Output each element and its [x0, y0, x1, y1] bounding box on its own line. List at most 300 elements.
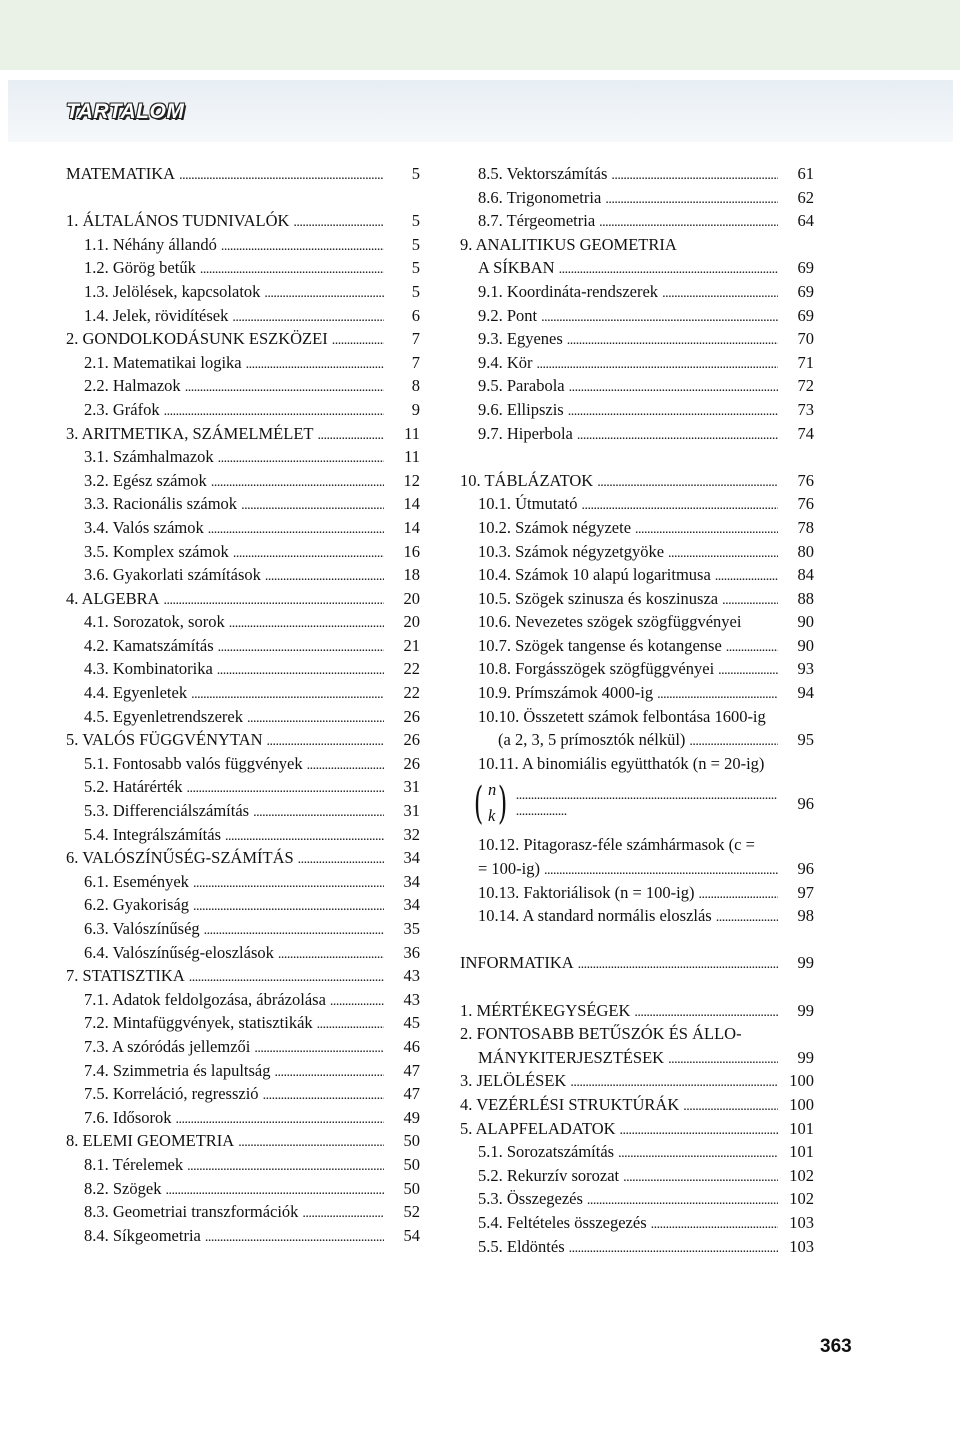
toc-page-number: 26	[403, 706, 420, 726]
toc-entry-title: 10.4. Számok 10 alapú logaritmusa	[478, 565, 711, 585]
dot-leader	[293, 211, 384, 235]
dot-leader	[689, 730, 778, 754]
toc-entry-title: 5.3. Összegezés	[478, 1189, 583, 1209]
toc-entry[interactable]	[66, 304, 420, 328]
toc-page-number: 5	[411, 164, 420, 183]
dot-leader	[200, 258, 384, 282]
toc-entry-title: 6.1. Események	[84, 871, 189, 891]
toc-page-number: 96	[797, 859, 814, 879]
dot-leader	[330, 990, 384, 1014]
toc-entry-title: 5.3. Differenciálszámítás	[84, 801, 250, 821]
toc-page-number: 18	[403, 565, 420, 585]
dot-leader	[187, 1155, 384, 1179]
dot-leader	[541, 306, 778, 330]
toc-entry-title: 4.1. Sorozatok, sorok	[84, 612, 225, 632]
toc-entry-title: 10.12. Pitagorasz-féle számhármasok (c =	[478, 835, 755, 855]
toc-entry[interactable]	[460, 610, 814, 634]
toc-entry[interactable]	[66, 775, 420, 799]
dot-leader	[185, 376, 384, 400]
toc-entry[interactable]	[66, 327, 420, 351]
dot-leader	[233, 542, 384, 566]
toc-entry-title: 10.6. Nevezetes szögek szögfüggvényei	[478, 612, 742, 632]
toc-section-heading[interactable]	[66, 162, 420, 186]
toc-page-number: 61	[797, 164, 814, 183]
toc-entry-title: 5.5. Eldöntés	[478, 1236, 565, 1256]
dot-leader	[587, 1189, 778, 1213]
dot-leader	[662, 282, 778, 306]
toc-entry[interactable]	[460, 422, 814, 446]
toc-entry-title: 10.14. A standard normális eloszlás	[478, 906, 712, 926]
dot-leader	[722, 589, 778, 613]
toc-entry-title: 9.7. Hiperbola	[478, 423, 573, 443]
toc-entry[interactable]	[66, 1177, 420, 1201]
toc-page-number: 35	[403, 919, 420, 938]
toc-entry[interactable]	[460, 1093, 814, 1117]
binomial-bottom: k	[488, 806, 496, 826]
dot-leader	[651, 1213, 778, 1237]
toc-page-number: 69	[797, 305, 814, 325]
toc-entry-title: 5.4. Feltételes összegezés	[478, 1212, 647, 1232]
toc-entry[interactable]	[66, 587, 420, 611]
toc-entry-title: 9.5. Parabola	[478, 376, 565, 396]
toc-entry-title: 9. ANALITIKUS GEOMETRIA	[460, 234, 677, 254]
toc-entry-title: 3.3. Racionális számok	[84, 494, 238, 514]
toc-entry-title: 9.6. Ellipszis	[478, 399, 564, 419]
toc-page-number: 20	[403, 588, 420, 608]
dot-leader	[578, 953, 778, 977]
toc-entry-title: 10.10. Összetett számok felbontása 1600-ig	[478, 706, 766, 726]
dot-leader	[189, 966, 384, 990]
toc-page-number: 22	[403, 659, 420, 679]
toc-entry[interactable]	[66, 563, 420, 587]
page-title: TARTALOM	[66, 100, 185, 123]
dot-leader	[307, 754, 384, 778]
toc-entry-title: 9.4. Kör	[478, 352, 533, 372]
toc-entry-title: 3.1. Számhalmazok	[84, 447, 214, 467]
toc-entry-title: 10.5. Szögek szinusza és koszinusza	[478, 588, 719, 608]
dot-leader	[298, 848, 384, 872]
dot-leader	[537, 353, 778, 377]
dot-leader	[544, 859, 778, 883]
toc-page-number: 101	[789, 1142, 814, 1162]
toc-page-number: 31	[403, 777, 420, 797]
dot-leader	[263, 1084, 384, 1108]
toc-entry[interactable]	[460, 1164, 814, 1188]
toc-entry[interactable]	[460, 351, 814, 375]
toc-entry-title: 10.2. Számok négyzete	[478, 517, 632, 537]
toc-page-number: 11	[404, 447, 420, 467]
toc-page-number: 43	[403, 989, 420, 1009]
toc-entry[interactable]	[66, 256, 420, 280]
toc-page-number: 94	[797, 683, 814, 703]
toc-entry-title: 7. STATISZTIKA	[66, 966, 185, 986]
toc-entry-title: 1.3. Jelölések, kapcsolatok	[84, 281, 261, 301]
toc-entry[interactable]	[460, 233, 814, 257]
toc-entry[interactable]	[66, 634, 420, 658]
toc-entry[interactable]	[460, 1022, 814, 1046]
toc-entry[interactable]	[66, 988, 420, 1012]
toc-page-number: 32	[403, 824, 420, 844]
toc-entry-title: 7.1. Adatok feldolgozása, ábrázolása	[84, 989, 326, 1009]
toc-entry-title: 8. ELEMI GEOMETRIA	[66, 1131, 235, 1151]
toc-page-number: 47	[403, 1060, 420, 1080]
toc-entry[interactable]	[66, 445, 420, 469]
toc-page-number: 69	[797, 281, 814, 301]
toc-entry[interactable]	[460, 209, 814, 233]
toc-page-number: 7	[411, 329, 420, 349]
toc-entry-title: 1.2. Görög betűk	[84, 258, 196, 278]
toc-page-number: 69	[797, 258, 814, 278]
toc-entry-title: 2. FONTOSABB BETŰSZÓK ÉS ÁLLO-	[460, 1024, 742, 1044]
toc-entry[interactable]	[66, 351, 420, 375]
toc-entry[interactable]	[66, 540, 420, 564]
toc-entry[interactable]	[460, 752, 814, 776]
toc-page-number: 34	[403, 871, 420, 891]
dot-leader	[253, 801, 384, 825]
toc-page-number: 100	[789, 1071, 814, 1091]
toc-entry[interactable]	[66, 728, 420, 752]
toc-entry[interactable]	[66, 657, 420, 681]
toc-entry-title: 3. JELÖLÉSEK	[460, 1071, 567, 1091]
toc-page-number: 31	[403, 801, 420, 821]
toc-page-number: 7	[411, 352, 420, 372]
toc-entry[interactable]	[460, 516, 814, 540]
dot-leader	[668, 1048, 778, 1072]
dot-leader	[569, 376, 778, 400]
dot-leader	[193, 872, 384, 896]
dot-leader	[265, 565, 384, 589]
toc-entry[interactable]	[460, 469, 814, 493]
toc-entry[interactable]	[66, 422, 420, 446]
dot-leader	[683, 1095, 778, 1119]
toc-entry-title: 4. VEZÉRLÉSI STRUKTÚRÁK	[460, 1094, 680, 1114]
dot-leader	[317, 424, 384, 448]
toc-entry-title: 8.7. Térgeometria	[478, 211, 596, 231]
toc-entry[interactable]	[66, 964, 420, 988]
toc-page-number: 50	[403, 1131, 420, 1151]
toc-entry-title: = 100-ig)	[478, 859, 541, 879]
dot-leader	[635, 518, 778, 542]
toc-entry[interactable]	[460, 1046, 814, 1070]
toc-page-number: 6	[411, 305, 420, 325]
toc-page-number: 72	[797, 376, 814, 396]
toc-page-number: 84	[797, 565, 814, 585]
toc-entry-title: 2.1. Matematikai logika	[84, 352, 242, 372]
toc-entry-title: 8.1. Térelemek	[84, 1154, 184, 1174]
dot-leader	[657, 683, 778, 707]
toc-entry[interactable]	[460, 857, 814, 881]
dot-leader	[208, 518, 384, 542]
toc-entry-title: 3.5. Komplex számok	[84, 541, 229, 561]
toc-section-heading[interactable]	[460, 951, 814, 975]
toc-entry[interactable]	[66, 1224, 420, 1248]
toc-entry[interactable]	[460, 1117, 814, 1141]
toc-entry-title: 4. ALGEBRA	[66, 588, 160, 608]
toc-entry[interactable]	[460, 904, 814, 928]
toc-page-number: 11	[404, 423, 420, 443]
toc-entry-title: 8.5. Vektorszámítás	[478, 164, 608, 183]
toc-entry[interactable]	[460, 587, 814, 611]
dot-leader	[193, 895, 384, 919]
toc-entry[interactable]	[66, 705, 420, 729]
toc-entry[interactable]	[66, 280, 420, 304]
dot-leader	[267, 730, 384, 754]
dot-leader	[218, 636, 384, 660]
toc-page-number: 99	[797, 1047, 814, 1067]
dot-leader	[254, 1037, 384, 1061]
toc-entry-title: MÁNYKITERJESZTÉSEK	[478, 1047, 665, 1067]
dot-leader	[221, 235, 384, 259]
toc-entry-title: 6. VALÓSZÍNŰSÉG-SZÁMÍTÁS	[66, 848, 294, 868]
dot-leader	[164, 589, 384, 613]
toc-entry[interactable]	[66, 1011, 420, 1035]
toc-page-number: 100	[789, 1094, 814, 1114]
dot-leader	[577, 424, 778, 448]
dot-leader	[241, 494, 384, 518]
toc-page-number: 102	[789, 1165, 814, 1185]
toc-page-number: 8	[411, 376, 420, 396]
toc-entry-title: 9.2. Pont	[478, 305, 538, 325]
toc-page-number: 46	[403, 1036, 420, 1056]
toc-page-number: 103	[789, 1212, 814, 1232]
toc-entry-title: 7.4. Szimmetria és lapultság	[84, 1060, 271, 1080]
toc-entry[interactable]	[66, 846, 420, 870]
toc-page-number: 99	[797, 953, 814, 973]
toc-entry[interactable]	[460, 374, 814, 398]
toc-page-number: 93	[797, 659, 814, 679]
toc-left-column	[66, 162, 420, 1247]
dot-leader	[211, 471, 384, 495]
dot-leader	[597, 471, 778, 495]
toc-page-number: 22	[403, 683, 420, 703]
toc-page-number: 74	[797, 423, 814, 443]
toc-entry-binomial	[460, 775, 814, 833]
toc-entry[interactable]	[66, 1082, 420, 1106]
dot-leader	[569, 1237, 778, 1261]
toc-entry-title: 10.13. Faktoriálisok (n = 100-ig)	[478, 882, 695, 902]
toc-entry-title: 10.7. Szögek tangense és kotangense	[478, 635, 722, 655]
toc-page-number: 14	[403, 494, 420, 514]
toc-page-number: 70	[797, 329, 814, 349]
toc-page-number: 95	[797, 730, 814, 750]
dot-leader	[187, 777, 385, 801]
toc-page-number: 45	[403, 1013, 420, 1033]
toc-entry-title: A SÍKBAN	[478, 258, 555, 278]
toc-entry[interactable]	[460, 657, 814, 681]
toc-entry[interactable]	[460, 280, 814, 304]
toc-right-column	[460, 162, 814, 1258]
dot-leader	[264, 282, 384, 306]
dot-leader	[568, 400, 778, 424]
toc-entry-title: 9.1. Koordináta-rendszerek	[478, 281, 659, 301]
toc-page-number: 47	[403, 1084, 420, 1104]
toc-entry[interactable]	[460, 398, 814, 422]
toc-entry-title: 9.3. Egyenes	[478, 329, 563, 349]
toc-page-number: 34	[403, 895, 420, 915]
toc-page-number: 90	[797, 612, 814, 632]
toc-entry[interactable]	[66, 374, 420, 398]
toc-entry[interactable]	[66, 492, 420, 516]
dot-leader	[516, 788, 778, 820]
toc-page-number: 52	[403, 1202, 420, 1222]
dot-leader	[205, 1226, 384, 1250]
toc-page-number: 90	[797, 635, 814, 655]
toc-entry[interactable]	[460, 492, 814, 516]
toc-entry[interactable]	[460, 256, 814, 280]
toc-page-number: 103	[789, 1236, 814, 1256]
toc-entry-title: 8.6. Trigonometria	[478, 187, 602, 207]
toc-entry[interactable]	[460, 1211, 814, 1235]
dot-leader	[225, 825, 384, 849]
toc-entry[interactable]	[66, 1153, 420, 1177]
dot-leader	[567, 329, 778, 353]
toc-entry-title: 7.2. Mintafüggvények, statisztikák	[84, 1013, 313, 1033]
toc-page-number: 71	[797, 352, 814, 372]
toc-entry-title: 5.2. Határérték	[84, 777, 183, 797]
toc-entry[interactable]	[460, 1140, 814, 1164]
toc-entry-title: 4.3. Kombinatorika	[84, 659, 213, 679]
toc-page-number: 9	[411, 399, 420, 419]
toc-entry-title: 5. VALÓS FÜGGVÉNYTAN	[66, 730, 263, 750]
toc-entry[interactable]	[460, 162, 814, 186]
toc-entry[interactable]	[66, 209, 420, 233]
toc-entry[interactable]	[66, 893, 420, 917]
toc-entry-title: 5.1. Fontosabb valós függvények	[84, 753, 303, 773]
dot-leader	[176, 1108, 384, 1132]
toc-page-number: 16	[403, 541, 420, 561]
toc-page-number: 36	[403, 942, 420, 962]
toc-entry-title: 7.3. A szóródás jellemzői	[84, 1036, 251, 1056]
toc-page-number: 78	[797, 517, 814, 537]
toc-page-number: 76	[797, 470, 814, 490]
toc-entry[interactable]	[460, 833, 814, 857]
toc-entry-title: 3.6. Gyakorlati számítások	[84, 565, 261, 585]
toc-entry[interactable]	[66, 1106, 420, 1130]
toc-page-number: 64	[797, 211, 814, 231]
toc-page-number: 73	[797, 399, 814, 419]
toc-entry[interactable]	[460, 705, 814, 729]
toc-entry[interactable]	[66, 516, 420, 540]
toc-entry[interactable]	[66, 233, 420, 257]
toc-page-number: 12	[403, 470, 420, 490]
toc-entry-title: 10.1. Útmutató	[478, 494, 578, 514]
toc-entry[interactable]	[460, 540, 814, 564]
toc-entry-title: MATEMATIKA	[66, 164, 176, 183]
toc-page-number: 96	[797, 794, 814, 814]
toc-entry[interactable]	[460, 728, 814, 752]
toc-entry-title: 4.4. Egyenletek	[84, 683, 188, 703]
toc-entry-title: 10.8. Forgásszögek szögfüggvényei	[478, 659, 715, 679]
toc-entry[interactable]	[66, 1035, 420, 1059]
toc-entry[interactable]	[66, 1129, 420, 1153]
toc-page-number: 5	[411, 258, 420, 278]
toc-entry[interactable]	[66, 752, 420, 776]
toc-entry[interactable]	[66, 398, 420, 422]
toc-page-number: 43	[403, 966, 420, 986]
toc-entry-title: 3.4. Valós számok	[84, 517, 204, 537]
toc-page-number: 97	[797, 882, 814, 902]
toc-entry-title: 8.2. Szögek	[84, 1178, 162, 1198]
dot-leader	[232, 306, 384, 330]
toc-entry[interactable]	[460, 1187, 814, 1211]
toc-entry-title: 8.3. Geometriai transzformációk	[84, 1202, 299, 1222]
toc-entry[interactable]	[66, 610, 420, 634]
toc-entry[interactable]	[66, 469, 420, 493]
toc-entry[interactable]	[460, 1069, 814, 1093]
dot-leader	[726, 636, 778, 660]
dot-leader	[165, 1179, 384, 1203]
toc-entry[interactable]	[460, 634, 814, 658]
toc-entry-title: 5. ALAPFELADATOK	[460, 1118, 616, 1138]
dot-leader	[246, 353, 384, 377]
toc-page-number: 62	[797, 187, 814, 207]
dot-leader	[238, 1131, 384, 1155]
toc-entry[interactable]	[460, 881, 814, 905]
toc-entry[interactable]	[460, 681, 814, 705]
toc-entry[interactable]	[460, 186, 814, 210]
dot-leader	[164, 400, 384, 424]
dot-leader	[605, 188, 778, 212]
toc-entry[interactable]	[460, 563, 814, 587]
dot-leader	[559, 258, 778, 282]
toc-entry-title: 1.4. Jelek, rövidítések	[84, 305, 229, 325]
dot-leader	[332, 329, 384, 353]
toc-entry[interactable]	[460, 1235, 814, 1259]
toc-entry[interactable]	[460, 304, 814, 328]
toc-page-number: 50	[403, 1154, 420, 1174]
toc-entry[interactable]	[66, 870, 420, 894]
toc-entry-title: 5.4. Integrálszámítás	[84, 824, 221, 844]
toc-entry[interactable]	[460, 999, 814, 1023]
toc-page-number: 5	[411, 211, 420, 231]
toc-page-number: 102	[789, 1189, 814, 1209]
dot-leader	[715, 565, 778, 589]
dot-leader	[317, 1013, 384, 1037]
toc-entry-title: 1.1. Néhány állandó	[84, 234, 217, 254]
toc-entry[interactable]	[66, 681, 420, 705]
toc-entry[interactable]	[66, 917, 420, 941]
toc-page-number: 5	[411, 234, 420, 254]
top-green-band	[0, 0, 960, 70]
dot-leader	[278, 943, 384, 967]
toc-page-number: 80	[797, 541, 814, 561]
toc-entry[interactable]	[460, 327, 814, 351]
dot-leader	[247, 707, 384, 731]
dot-leader	[217, 659, 384, 683]
toc-entry[interactable]	[66, 1200, 420, 1224]
toc-entry[interactable]	[66, 799, 420, 823]
toc-page-number: 26	[403, 730, 420, 750]
toc-entry[interactable]	[66, 823, 420, 847]
toc-page-number: 34	[403, 848, 420, 868]
toc-page-number: 26	[403, 753, 420, 773]
toc-entry-title: 3.2. Egész számok	[84, 470, 207, 490]
toc-entry[interactable]	[66, 941, 420, 965]
toc-entry-title: 2.2. Halmazok	[84, 376, 181, 396]
dot-leader	[581, 494, 778, 518]
toc-page-number: 5	[411, 281, 420, 301]
toc-entry-title: 1. MÉRTÉKEGYSÉGEK	[460, 1000, 631, 1020]
toc-entry[interactable]	[66, 1059, 420, 1083]
dot-leader	[668, 542, 778, 566]
toc-entry-title: INFORMATIKA	[460, 953, 574, 973]
toc-entry-title: 10. TÁBLÁZATOK	[460, 470, 594, 490]
toc-entry-title: 1. ÁLTALÁNOS TUDNIVALÓK	[66, 211, 290, 231]
dot-leader	[191, 683, 384, 707]
toc-entry-title: 4.2. Kamatszámítás	[84, 635, 214, 655]
dot-leader	[599, 211, 778, 235]
dot-leader	[179, 164, 384, 188]
